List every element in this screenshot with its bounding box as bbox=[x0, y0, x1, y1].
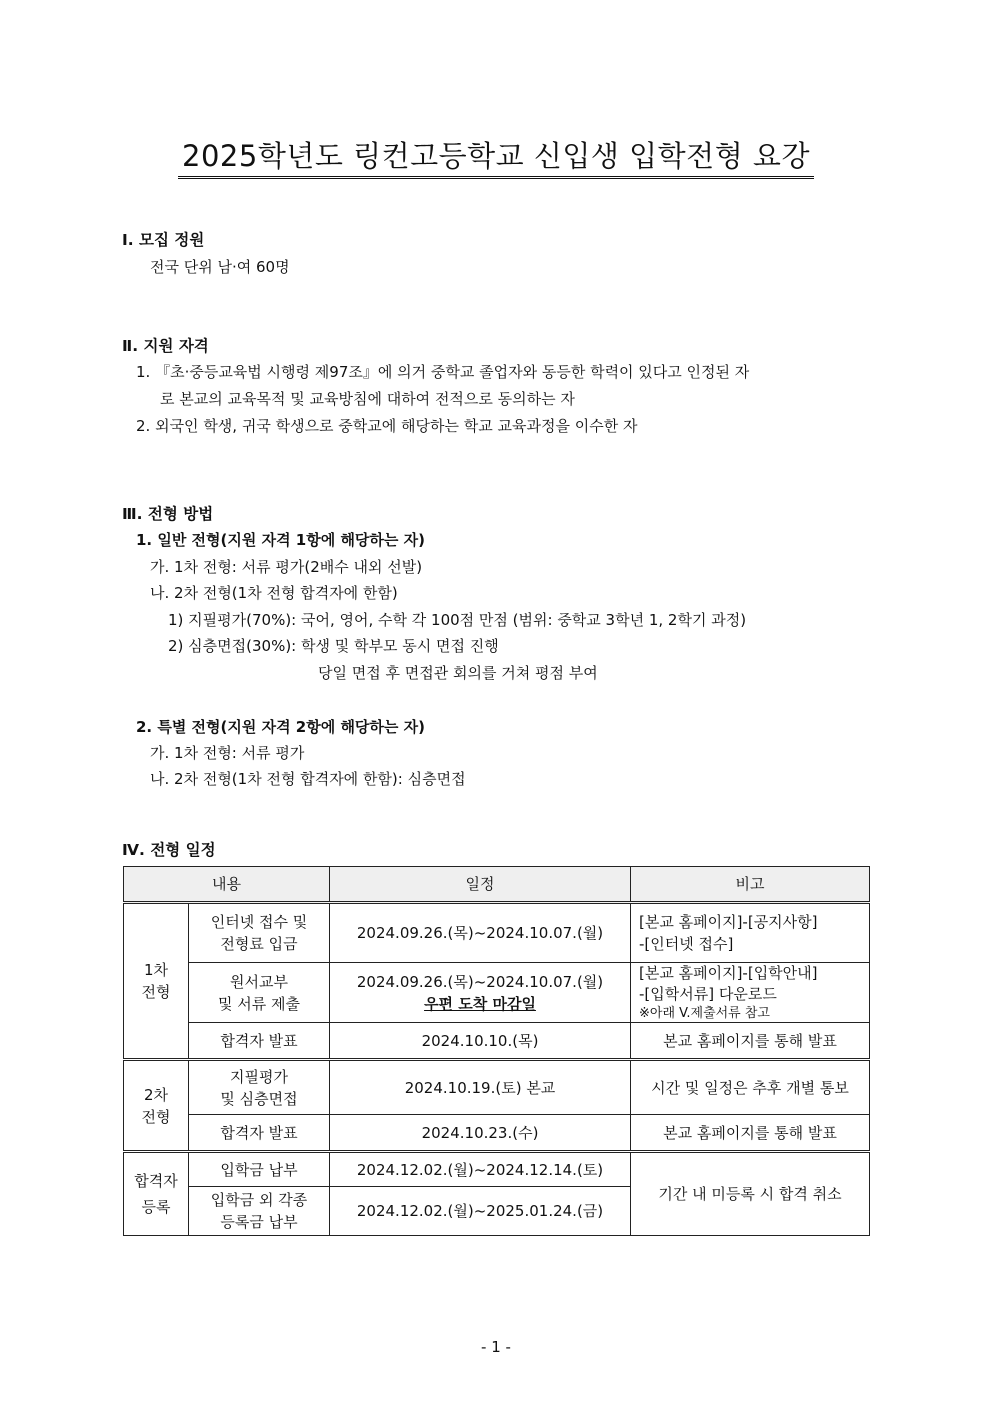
special-stage-2: 나. 2차 전형(1차 전형 합격자에 한함): 심층면접 bbox=[150, 770, 466, 788]
page-number: - 1 - bbox=[481, 1338, 511, 1356]
table-cell-date: 2024.10.10.(목) bbox=[330, 1023, 631, 1060]
note-reference: ※아래 V.제출서류 참고 bbox=[639, 1006, 770, 1021]
section-1-heading: Ⅰ. 모집 정원 bbox=[122, 231, 205, 249]
section-1-text: 전국 단위 남·여 60명 bbox=[150, 258, 290, 276]
table-cell-note: 시간 및 일정은 추후 개별 통보 bbox=[631, 1060, 870, 1115]
schedule-table bbox=[123, 866, 870, 1236]
table-cell-date: 2024.12.02.(월)~2025.01.24.(금) bbox=[330, 1187, 631, 1236]
note-text: [본교 홈페이지]-[입학안내] -[입학서류] 다운로드 bbox=[639, 964, 818, 1003]
table-cell-date: 2024.09.26.(목)~2024.10.07.(월) bbox=[330, 903, 631, 963]
table-cell-item: 합격자 발표 bbox=[189, 1115, 330, 1152]
header-note: 비고 bbox=[631, 867, 870, 903]
table-cell-item: 합격자 발표 bbox=[189, 1023, 330, 1060]
header-content: 내용 bbox=[124, 867, 330, 903]
special-admission-title: 2. 특별 전형(지원 자격 2항에 해당하는 자) bbox=[136, 718, 425, 736]
table-cell-item: 입학금 납부 bbox=[189, 1152, 330, 1187]
section-3-heading: Ⅲ. 전형 방법 bbox=[122, 505, 214, 523]
special-stage-1: 가. 1차 전형: 서류 평가 bbox=[150, 744, 305, 762]
table-cell-item: 원서교부 및 서류 제출 bbox=[189, 963, 330, 1023]
section-2-item-2: 2. 외국인 학생, 귀국 학생으로 중학교에 해당하는 학교 교육과정을 이수한 자 bbox=[136, 417, 638, 435]
general-stage-2-interview-cont: 당일 면접 후 면접관 회의를 거쳐 평점 부여 bbox=[318, 664, 598, 682]
general-stage-2-written: 1) 지필평가(70%): 국어, 영어, 수학 각 100점 만점 (범위: 중학교 3학년 1, 2학기 과정) bbox=[168, 611, 747, 629]
table-cell-note bbox=[631, 963, 870, 1023]
table-cell-item: 인터넷 접수 및 전형료 입금 bbox=[189, 903, 330, 963]
stage-3-label: 합격자 등록 bbox=[124, 1152, 189, 1236]
stage-1-label: 1차 전형 bbox=[124, 903, 189, 1060]
table-cell-item: 입학금 외 각종 등록금 납부 bbox=[189, 1187, 330, 1236]
table-cell-date: 2024.12.02.(월)~2024.12.14.(토) bbox=[330, 1152, 631, 1187]
date-text: 2024.09.26.(목)~2024.10.07.(월) bbox=[356, 972, 604, 991]
section-2-item-1-cont: 로 본교의 교육목적 및 교육방침에 대하여 전적으로 동의하는 자 bbox=[160, 390, 575, 408]
table-cell-date: 2024.10.23.(수) bbox=[330, 1115, 631, 1152]
general-stage-1: 가. 1차 전형: 서류 평가(2배수 내외 선발) bbox=[150, 558, 423, 576]
table-cell-note: [본교 홈페이지]-[공지사항] -[인터넷 접수] bbox=[631, 903, 870, 963]
header-schedule: 일정 bbox=[330, 867, 631, 903]
section-2-heading: Ⅱ. 지원 자격 bbox=[122, 337, 209, 355]
document-title: 2025학년도 링컨고등학교 신입생 입학전형 요강 bbox=[0, 134, 992, 179]
postal-deadline-note: 우편 도착 마감일 bbox=[424, 994, 536, 1013]
general-admission-title: 1. 일반 전형(지원 자격 1항에 해당하는 자) bbox=[136, 531, 425, 549]
general-stage-2: 나. 2차 전형(1차 전형 합격자에 한함) bbox=[150, 584, 398, 602]
section-4-heading: Ⅳ. 전형 일정 bbox=[122, 841, 216, 859]
table-cell-item: 지필평가 및 심층면접 bbox=[189, 1060, 330, 1115]
table-cell-note: 기간 내 미등록 시 합격 취소 bbox=[631, 1152, 870, 1236]
table-cell-date: 2024.10.19.(토) 본교 bbox=[330, 1060, 631, 1115]
table-cell-date bbox=[330, 963, 631, 1023]
section-2-item-1: 1. 『초·중등교육법 시행령 제97조』에 의거 중학교 졸업자와 동등한 학력이 있다고 인정된 자 bbox=[136, 363, 750, 381]
table-cell-note: 본교 홈페이지를 통해 발표 bbox=[631, 1115, 870, 1152]
stage-2-label: 2차 전형 bbox=[124, 1060, 189, 1152]
general-stage-2-interview: 2) 심층면접(30%): 학생 및 학부모 동시 면접 진행 bbox=[168, 637, 499, 655]
table-cell-note: 본교 홈페이지를 통해 발표 bbox=[631, 1023, 870, 1060]
